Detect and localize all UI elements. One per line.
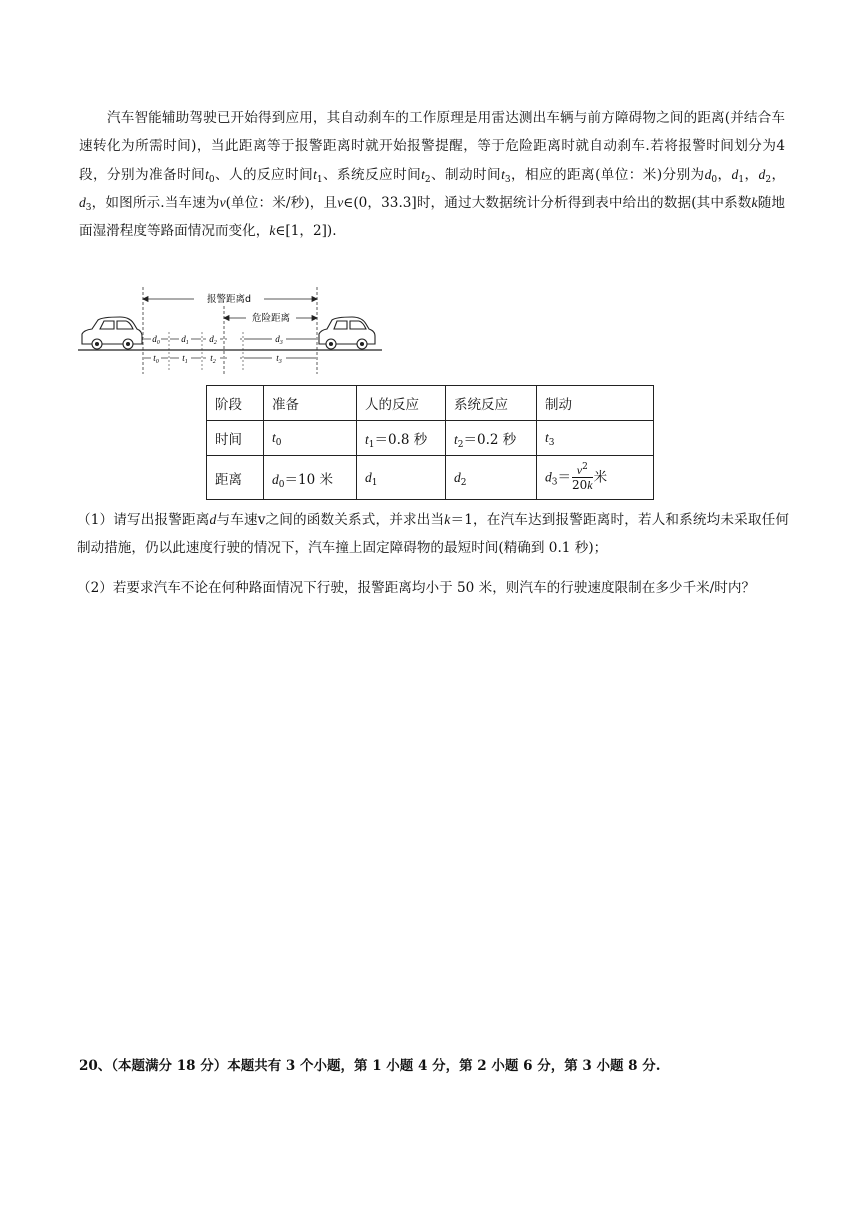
sub: 3 — [85, 202, 92, 213]
t1-label: $t_1$ — [182, 353, 188, 365]
table-cell: 阶段 — [207, 386, 264, 421]
var-t3: t — [501, 166, 505, 182]
q-text: 之间的函数关系式，并求出当 — [265, 512, 445, 528]
var-k: k — [587, 477, 593, 492]
intro-text: 汽车智能辅助驾驶已开始得到应用，其自动刹车的工作原理是用雷达测出车辆与前方障碍物之间的距离(并结合车速转化为所需时间)，当此距离等于报警距离时就开始报警提醒，等于危险距离时就自动刹车.若将报警时间划分为4段，分别为准备时间 — [79, 110, 785, 183]
q-text: （1）请写出报警距离 — [77, 512, 210, 528]
intro-text: ，相应的距离(单位：米)分别为 — [510, 166, 705, 183]
var-v: v — [576, 462, 583, 477]
table-cell: 距离 — [207, 456, 264, 500]
var-d0: d — [272, 471, 279, 487]
sub: 2 — [457, 440, 464, 450]
distance-diagram — [78, 284, 382, 376]
table-cell — [537, 421, 654, 456]
sub: 3 — [548, 438, 555, 448]
value: ＝0.8 秒 — [374, 432, 428, 448]
sub: 2 — [460, 477, 467, 488]
var-d3: d — [79, 194, 86, 210]
table-cell — [537, 456, 654, 500]
comma: ， — [771, 166, 786, 183]
d0-label: $d_0$ — [152, 334, 160, 346]
var-d2: d — [758, 166, 766, 182]
sub: 0 — [275, 438, 282, 448]
t0-label: $t_0$ — [153, 353, 159, 365]
intro-text: ，如图所示.当车速为 — [91, 194, 220, 211]
table-cell: 时间 — [207, 421, 264, 456]
table-cell: 制动 — [537, 386, 654, 421]
var-d0: d — [704, 166, 712, 182]
var-k: k — [751, 194, 758, 210]
sub: 1 — [368, 440, 375, 450]
table-cell — [264, 456, 357, 500]
var-k: k — [269, 223, 276, 239]
question-1 — [77, 506, 789, 563]
intro-text: (单位：米/秒)，且 — [225, 194, 338, 211]
sub: 2 — [765, 174, 772, 185]
var-t0: t — [205, 166, 209, 182]
d1-label: $d_1$ — [181, 334, 189, 346]
intro-text: 、系统反应时间 — [322, 166, 422, 183]
table-row — [207, 421, 654, 456]
table-cell — [264, 421, 357, 456]
var-v: v — [219, 194, 226, 210]
table-cell — [446, 456, 537, 500]
var-t0: t — [272, 430, 276, 445]
table-row — [207, 456, 654, 500]
var-d1: d — [731, 166, 739, 182]
var-d3: d — [545, 469, 552, 484]
coef: 20 — [571, 477, 588, 492]
var-t2: t — [421, 166, 425, 182]
d2-label: $d_2$ — [209, 334, 217, 346]
var-t1: t — [313, 166, 317, 182]
var-k: k — [444, 512, 451, 527]
var-d: d — [209, 512, 217, 527]
table-cell: 系统反应 — [446, 386, 537, 421]
t2-label: $t_2$ — [210, 353, 216, 365]
intro-text: 、人的反应时间 — [214, 166, 314, 183]
sub: 0 — [711, 174, 718, 185]
danger-distance-label: 危险距离 — [251, 313, 291, 324]
sub: 1 — [316, 174, 323, 185]
var-d2: d — [454, 469, 461, 485]
table-cell — [357, 456, 446, 500]
table-row — [207, 386, 654, 421]
exponent: 2 — [582, 461, 588, 472]
var-t3: t — [545, 430, 549, 445]
t3-label: $t_3$ — [276, 353, 282, 365]
table-cell: 准备 — [264, 386, 357, 421]
intro-text: ∈[1，2]). — [275, 223, 337, 240]
stage-table — [206, 385, 654, 500]
var-v: v — [337, 194, 344, 210]
sub: 3 — [504, 174, 511, 185]
problem-20-header: 20、（本题满分 18 分）本题共有 3 个小题，第 1 小题 4 分，第 2 小题 6 分，第 3 小题 8 分. — [79, 1058, 661, 1074]
sub: 0 — [278, 479, 285, 490]
sub: 1 — [371, 477, 378, 488]
braking-distance-fraction — [572, 463, 593, 493]
var-t1: t — [365, 432, 369, 447]
question-2: （2）若要求汽车不论在何种路面情况下行驶，报警距离均小于 50 米，则汽车的行驶速度限制在多少千米/时内？ — [77, 580, 756, 596]
value: ＝0.2 秒 — [463, 432, 517, 448]
comma: ， — [717, 166, 732, 183]
d3-label: $d_3$ — [275, 334, 283, 346]
problem-intro — [79, 104, 785, 245]
equals: ＝ — [557, 469, 571, 485]
sub: 2 — [424, 174, 431, 185]
sub: 0 — [208, 174, 215, 185]
table-cell — [357, 421, 446, 456]
unit: 米 — [593, 469, 608, 485]
sub: 3 — [551, 477, 558, 487]
alarm-distance-label: 报警距离d — [206, 294, 252, 305]
intro-text: 随地面湿滑程度等路面情况而变化， — [79, 194, 786, 240]
car-right-icon — [319, 317, 375, 349]
var-v: v — [257, 512, 266, 528]
q-text: ＝1，在汽车达到报警距离时，若人和系统均未采取任何制动措施，仍以此速度行驶的情况下，汽车撞上固定障碍物的最短时间(精确到 0.1 秒)； — [77, 512, 789, 557]
value: ＝10 米 — [284, 471, 333, 488]
var-d1: d — [365, 469, 372, 485]
car-left-icon — [82, 317, 142, 349]
table-cell: 人的反应 — [357, 386, 446, 421]
sub: 1 — [738, 174, 745, 185]
q-text: 与车速 — [216, 512, 258, 528]
table-cell — [446, 421, 537, 456]
intro-text: 、制动时间 — [430, 166, 502, 183]
var-t2: t — [454, 432, 458, 447]
intro-text: ∈(0，33.3]时，通过大数据统计分析得到表中给出的数据(其中系数 — [343, 194, 752, 211]
comma: ， — [744, 166, 759, 183]
